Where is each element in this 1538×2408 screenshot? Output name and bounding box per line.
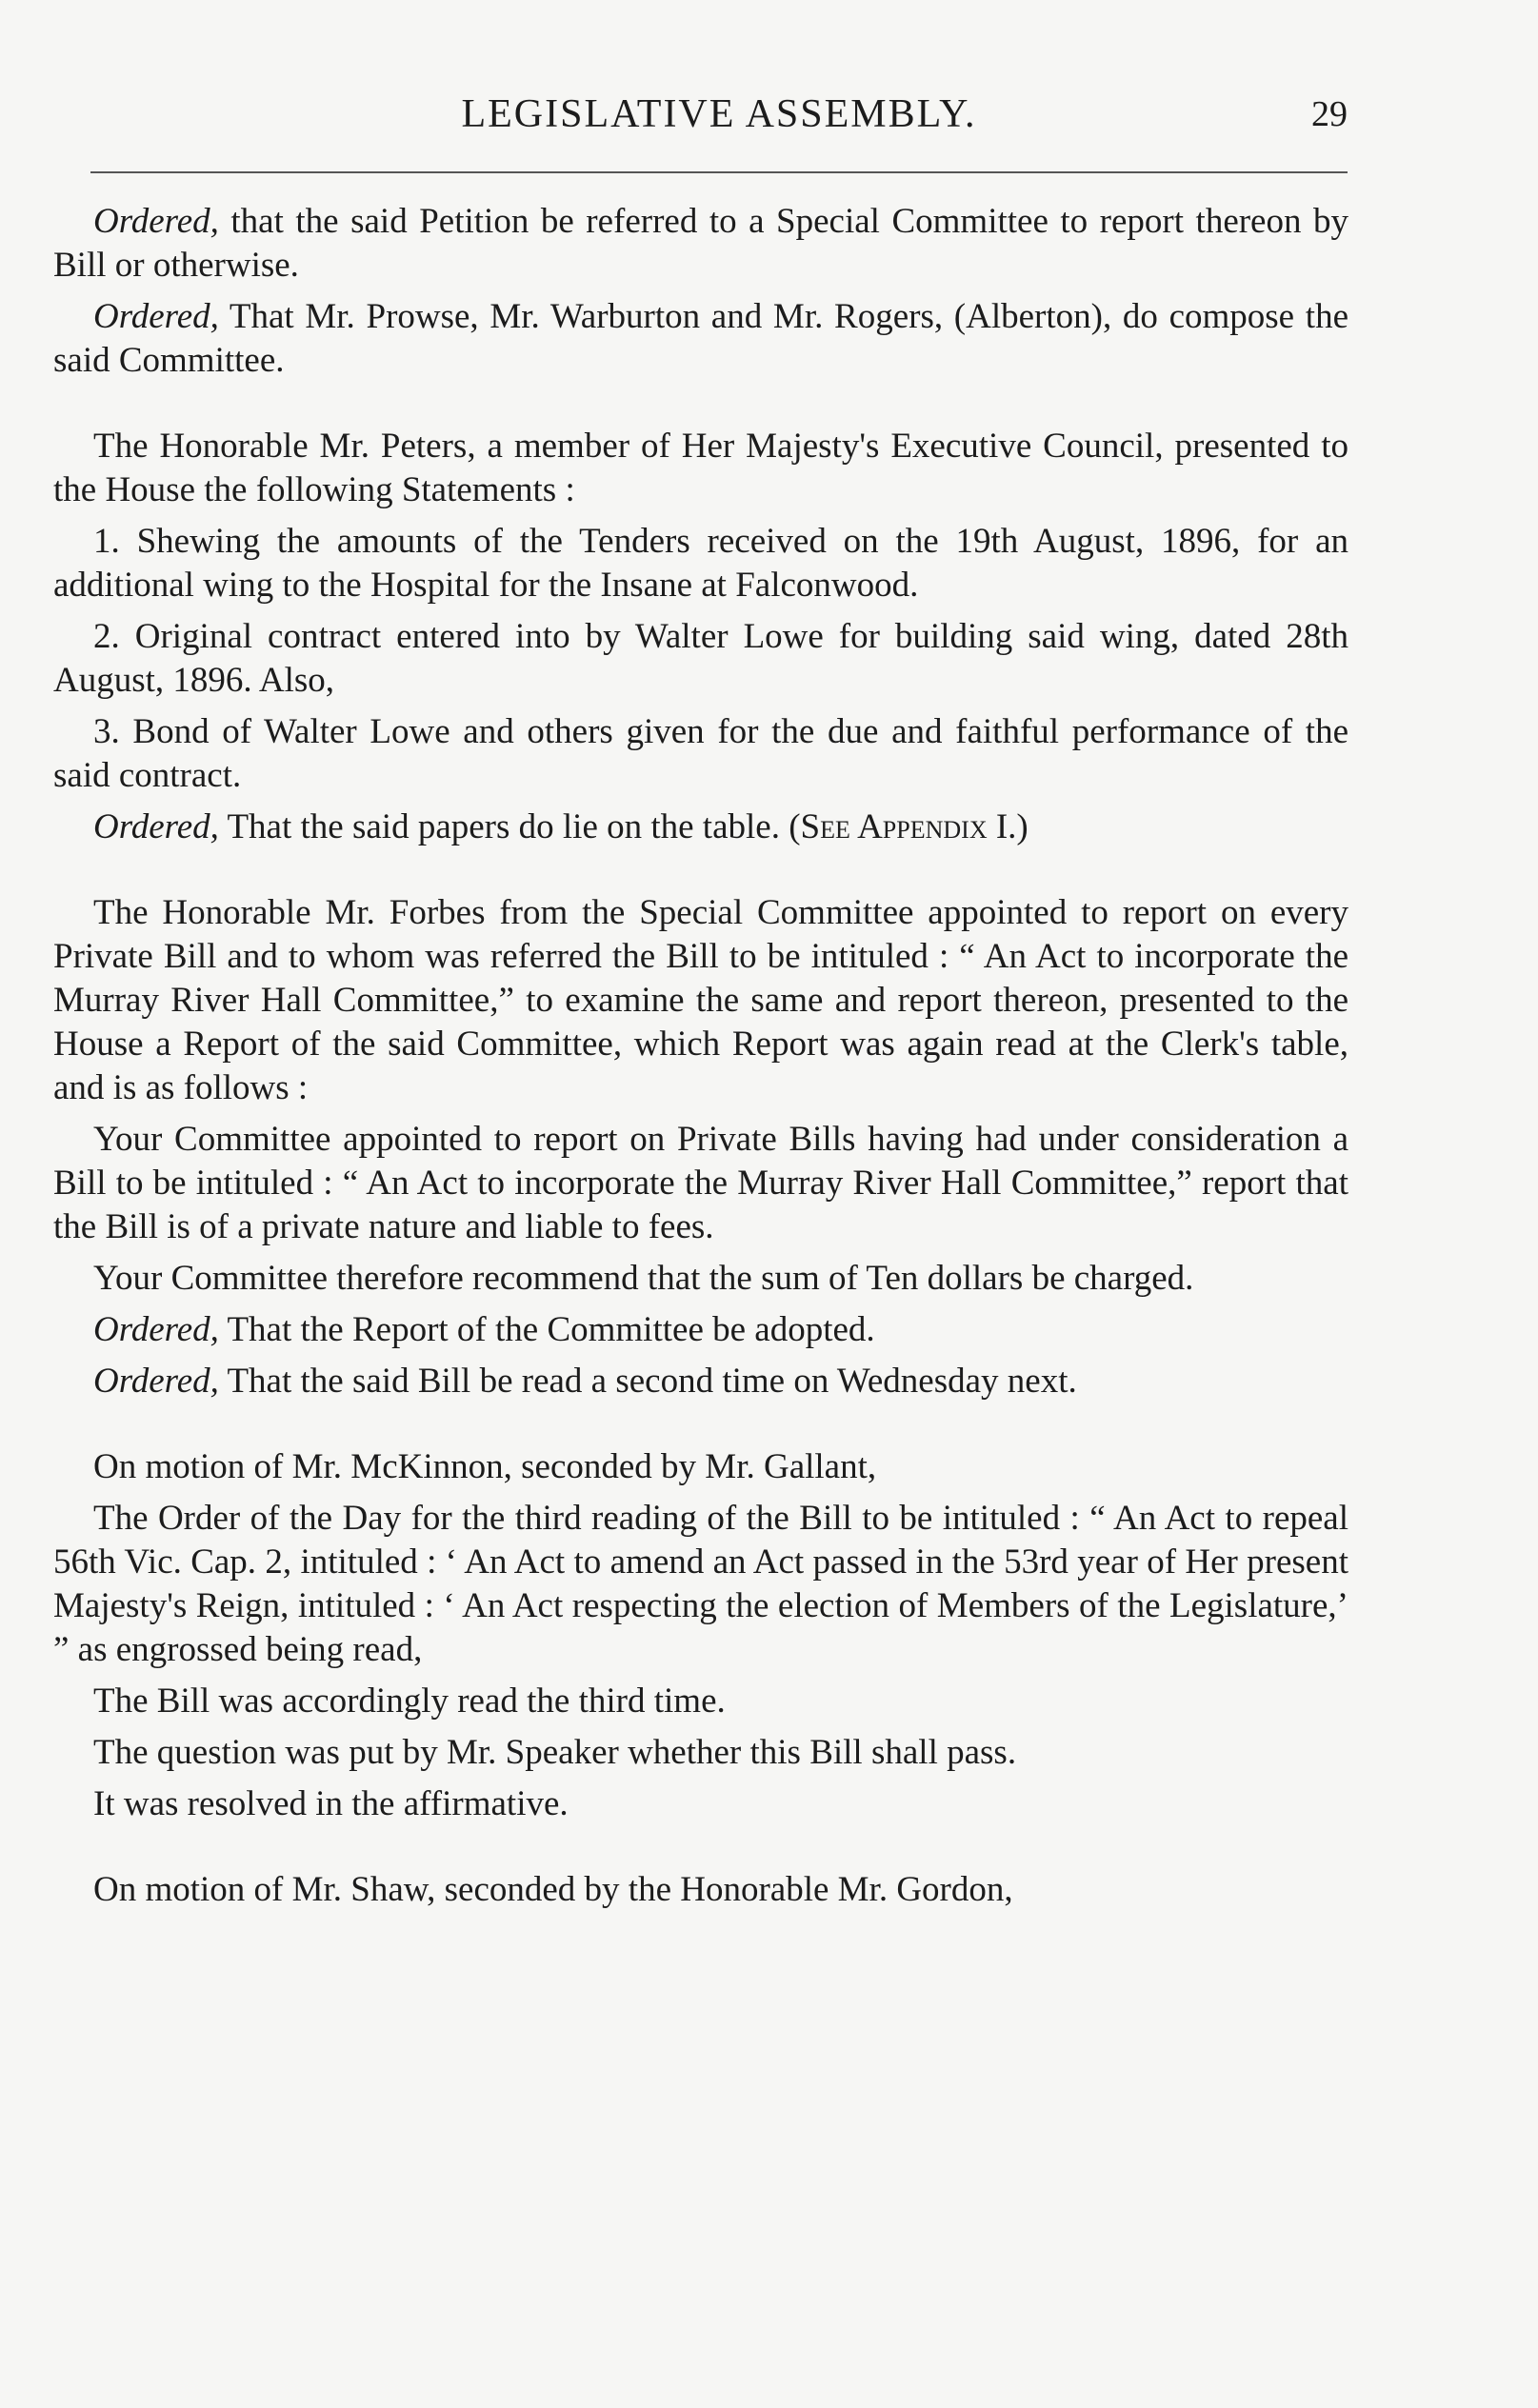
- paragraph-text: 1. Shewing the amounts of the Tenders received on the 19th August, 1896, for an additional wing to the Hospital for the Insane at Falconwood.: [53, 522, 1348, 605]
- paragraph-text: The question was put by Mr. Speaker whether this Bill shall pass.: [93, 1733, 1017, 1772]
- paragraph-text: 3. Bond of Walter Lowe and others given for the due and faithful performance of the said contract.: [53, 712, 1348, 795]
- paragraph: [53, 1680, 1348, 1723]
- ordered-lead: Ordered,: [93, 297, 219, 336]
- paragraph-text: Your Committee appointed to report on Private Bills having had under consideration a Bill to be intituled : “ An Act to incorporate the Murray River Hall Committee,” report that the Bill is of a private nature and liable to fees.: [53, 1120, 1348, 1246]
- paragraph: [53, 891, 1348, 1110]
- paragraph-text: That Mr. Prowse, Mr. Warburton and Mr. Rogers, (Alberton), do compose the said Committee.: [53, 297, 1348, 380]
- page-number: 29: [1311, 94, 1348, 134]
- paragraph-text: that the said Petition be referred to a Special Committee to report thereon by Bill or otherwise.: [53, 202, 1348, 285]
- paragraph: [53, 1497, 1348, 1672]
- ordered-lead: Ordered,: [93, 1310, 219, 1349]
- paragraph-text: That the said Bill be read a second time on Wednesday next.: [218, 1362, 1077, 1401]
- body-text: [53, 200, 1348, 1920]
- paragraph: [53, 520, 1348, 607]
- paragraph: [53, 295, 1348, 383]
- paragraph-text: The Bill was accordingly read the third time.: [93, 1682, 726, 1721]
- paragraph: [53, 1118, 1348, 1249]
- paragraph-text: It was resolved in the affirmative.: [93, 1784, 569, 1823]
- paragraph-text: On motion of Mr. Shaw, seconded by the Honorable Mr. Gordon,: [93, 1870, 1013, 1909]
- paragraph: [53, 425, 1348, 512]
- ordered-lead: Ordered,: [93, 807, 219, 846]
- paragraph-text: 2. Original contract entered into by Walter Lowe for building said wing, dated 28th August, 1896. Also,: [53, 617, 1348, 700]
- paragraph: [53, 1731, 1348, 1775]
- paragraph-text: That the Report of the Committee be adopted.: [218, 1310, 875, 1349]
- paragraph: [53, 200, 1348, 288]
- paragraph-text: Your Committee therefore recommend that the sum of Ten dollars be charged.: [93, 1259, 1194, 1298]
- running-head: [90, 86, 1348, 143]
- header-rule: [90, 171, 1348, 173]
- appendix-reference: (See Appendix I.): [779, 807, 1029, 846]
- paragraph: [53, 1445, 1348, 1489]
- paragraph: [53, 806, 1348, 849]
- paragraph-text: The Order of the Day for the third reading of the Bill to be intituled : “ An Act to repeal 56th Vic. Cap. 2, intituled : ‘ An Act to amend an Act passed in the 53rd year of Her present Majesty's Reign, intituled : ‘ An Act respecting the election of Members of the Legislature,’ ” as engrossed being read,: [53, 1499, 1348, 1669]
- paragraph: [53, 1257, 1348, 1301]
- paragraph-text: On motion of Mr. McKinnon, seconded by Mr. Gallant,: [93, 1447, 877, 1486]
- paragraph: [53, 1782, 1348, 1826]
- paragraph: [53, 710, 1348, 798]
- running-title: LEGISLATIVE ASSEMBLY.: [461, 92, 977, 136]
- paragraph: [53, 1308, 1348, 1352]
- paragraph-text: That the said papers do lie on the table.: [218, 807, 780, 846]
- paragraph-text: The Honorable Mr. Peters, a member of Her Majesty's Executive Council, presented to the House the following Statements :: [53, 427, 1348, 509]
- paragraph: [53, 1868, 1348, 1912]
- paragraph: [53, 615, 1348, 703]
- ordered-lead: Ordered,: [93, 1362, 219, 1401]
- paragraph-text: The Honorable Mr. Forbes from the Special Committee appointed to report on every Private Bill and to whom was referred the Bill to be intituled : “ An Act to incorporate the Murray River Hall Committee,” to examine the same and report thereon, presented to the House a Report of the said Committee, which Report was again read at the Clerk's table, and is as follows :: [53, 893, 1348, 1107]
- paragraph: [53, 1360, 1348, 1403]
- ordered-lead: Ordered,: [93, 202, 219, 241]
